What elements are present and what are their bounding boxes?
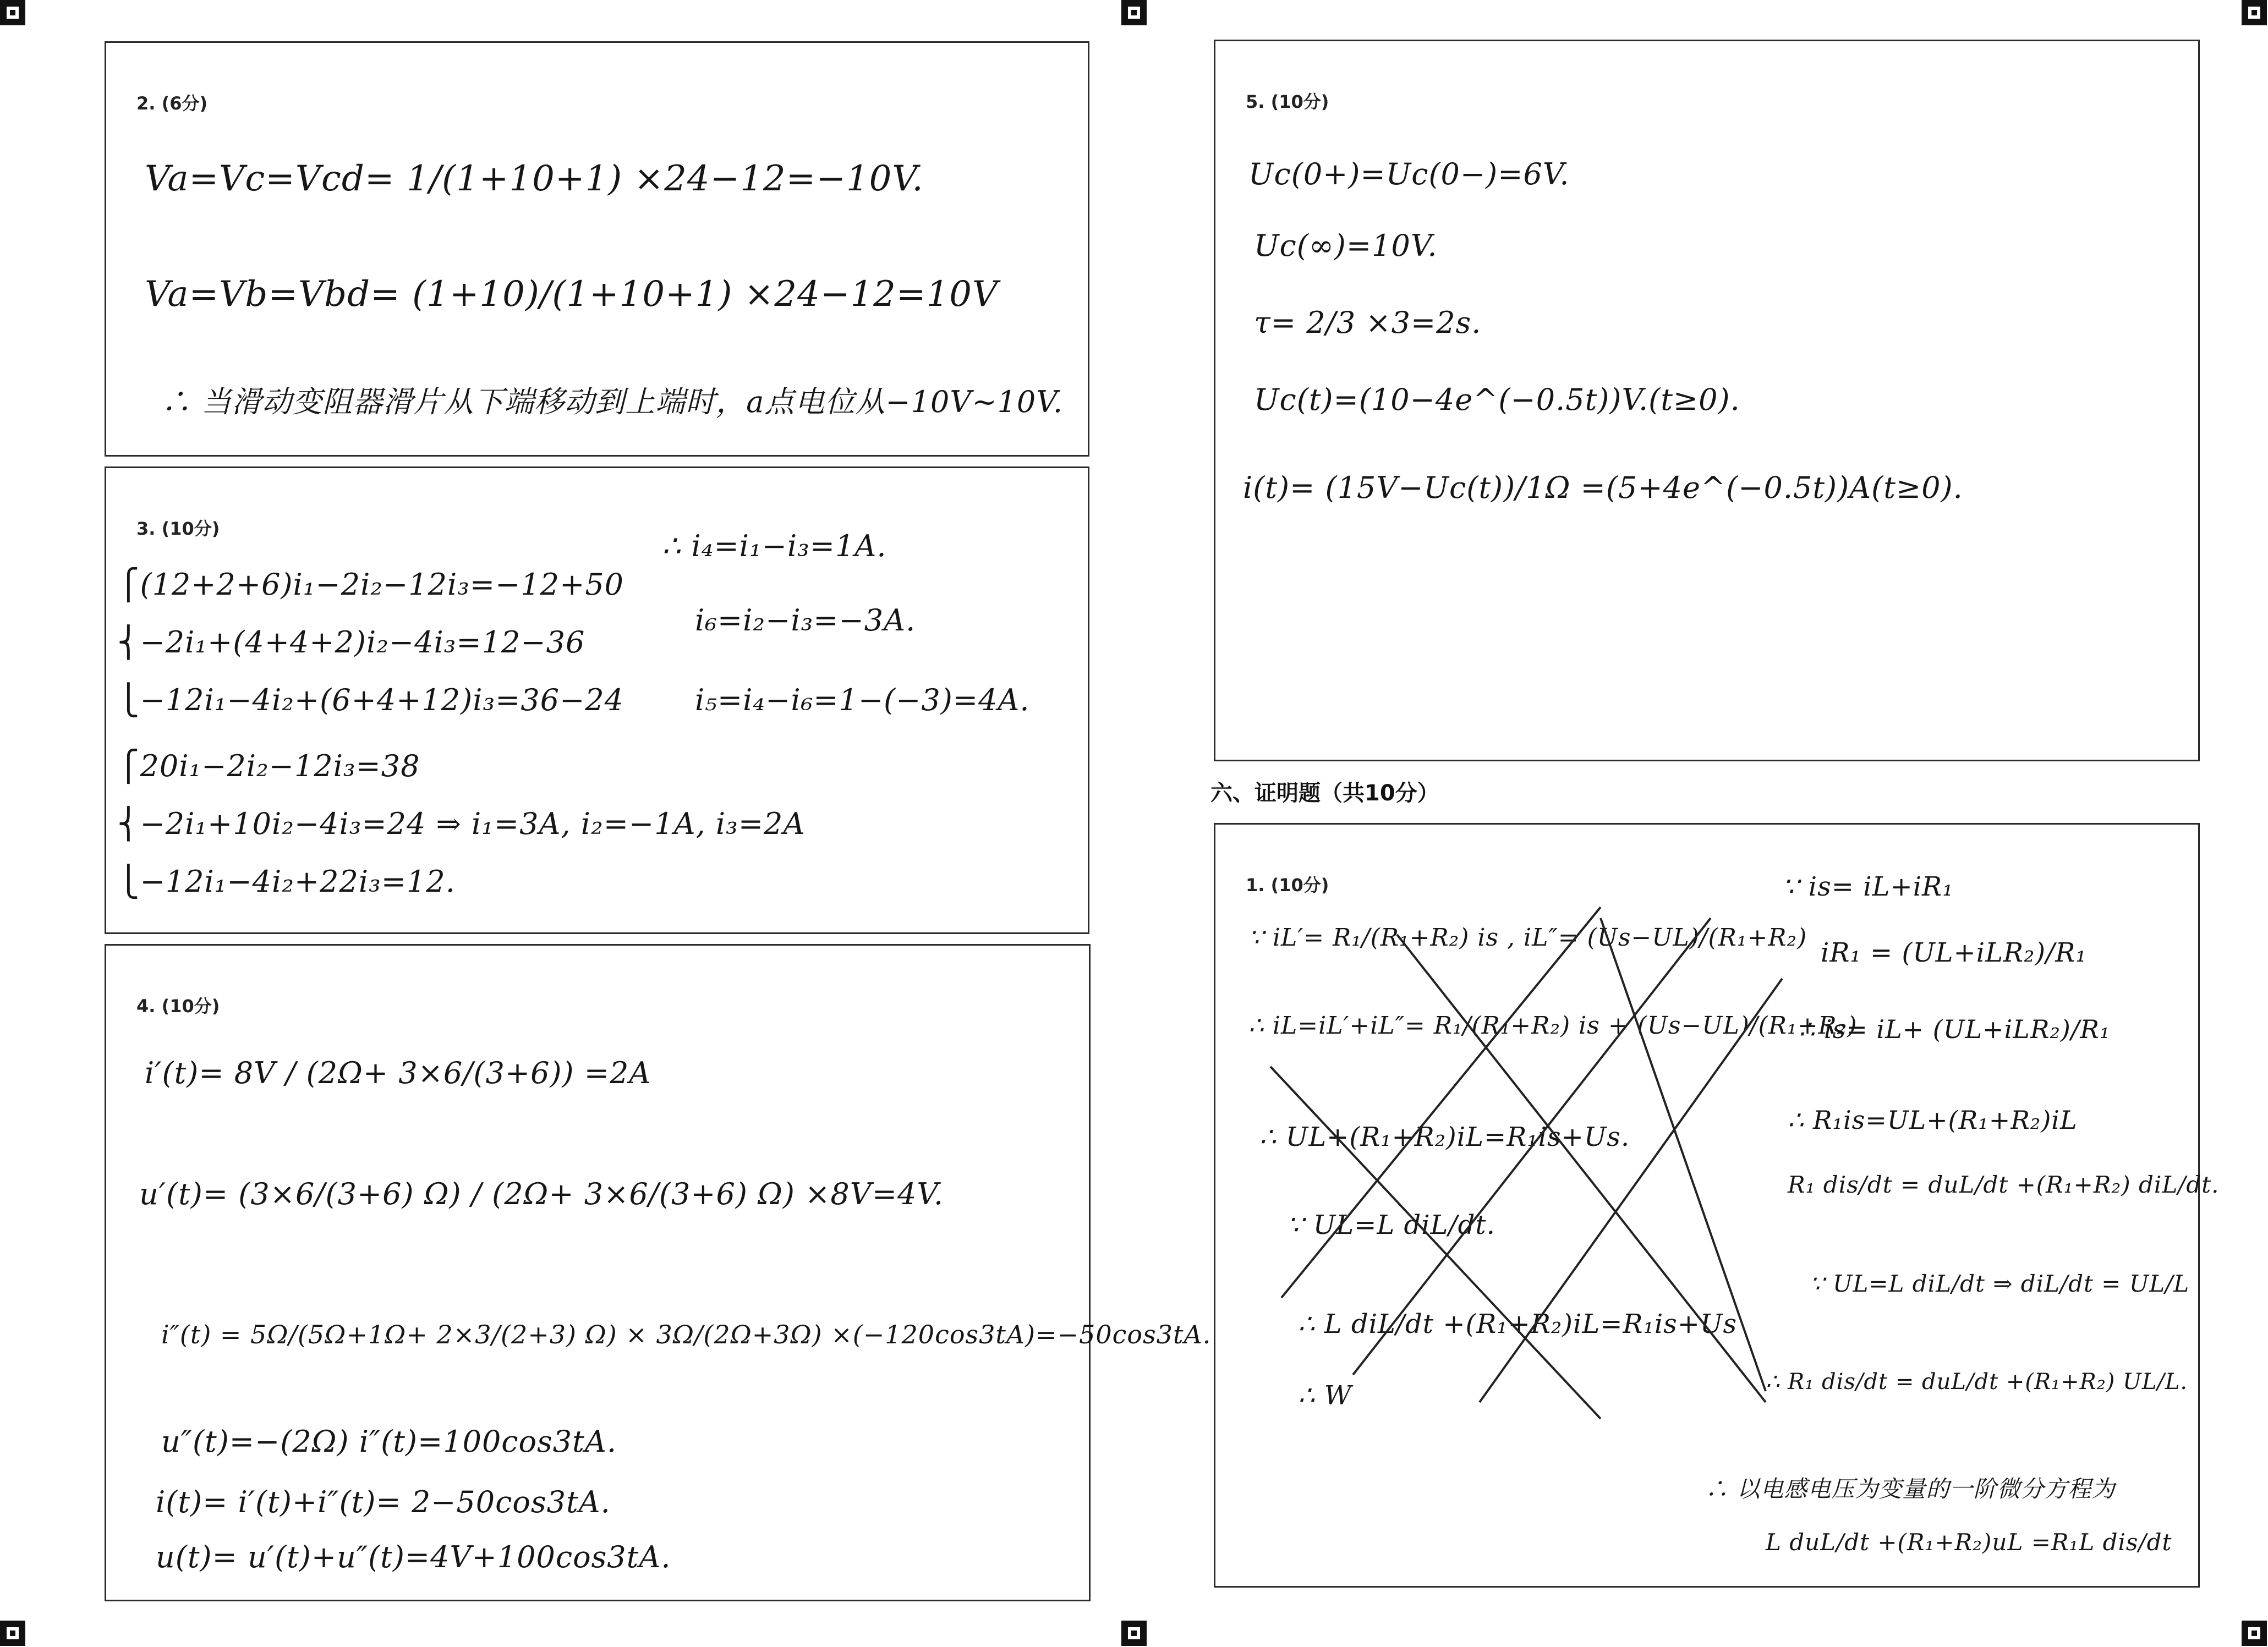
answer-box-proof-1 bbox=[1214, 823, 2220, 1588]
question-label: 4. (10分) bbox=[136, 996, 220, 1017]
answer-box-q5 bbox=[1214, 40, 2200, 761]
handwritten-line: u(t)= u′(t)+u″(t)=4V+100cos3tA. bbox=[156, 1540, 671, 1574]
handwritten-line: ⎧20i₁−2i₂−12i₃=38 bbox=[117, 749, 420, 783]
handwritten-line: i′(t)= 8V / (2Ω+ 3×6/(3+6)) =2A bbox=[145, 1056, 651, 1090]
handwritten-line: Uc(0+)=Uc(0−)=6V. bbox=[1248, 157, 1570, 191]
handwritten-line: ∴ R₁ dis/dt = duL/dt +(R₁+R₂) UL/L. bbox=[1766, 1369, 2188, 1395]
question-label: 5. (10分) bbox=[1246, 91, 1329, 112]
handwritten-line: ⎩−12i₁−4i₂+22i₃=12. bbox=[117, 864, 456, 899]
handwritten-line: Uc(∞)=10V. bbox=[1254, 228, 1438, 263]
question-label: 3. (10分) bbox=[136, 518, 220, 539]
handwritten-line: Va=Vb=Vbd= (1+10)/(1+10+1) ×24−12=10V bbox=[145, 274, 999, 315]
answer-box-q3 bbox=[105, 466, 1089, 934]
handwritten-line: ⎨−2i₁+10i₂−4i₃=24 ⇒ i₁=3A, i₂=−1A, i₃=2A bbox=[117, 806, 806, 841]
question-label: 1. (10分) bbox=[1246, 875, 1329, 896]
handwritten-line: ∴ is= iL+ (UL+iLR₂)/R₁ bbox=[1799, 1014, 2111, 1044]
handwritten-side-line: i₅=i₄−i₆=1−(−3)=4A. bbox=[695, 683, 1030, 717]
registration-marker-bottom-center bbox=[1121, 1621, 1147, 1646]
handwritten-line: ∵ UL=L diL/dt ⇒ diL/dt = UL/L bbox=[1810, 1270, 2190, 1297]
handwritten-line: ⎨−2i₁+(4+4+2)i₂−4i₃=12−36 bbox=[117, 625, 585, 660]
handwritten-line: ∴ R₁is=UL+(R₁+R₂)iL bbox=[1788, 1105, 2078, 1135]
handwritten-line: ∴ 以电感电压为变量的一阶微分方程为 bbox=[1705, 1475, 2116, 1502]
handwritten-line: ∵ is= iL+iR₁ bbox=[1782, 871, 1954, 902]
handwritten-line: L duL/dt +(R₁+R₂)uL =R₁L dis/dt bbox=[1766, 1529, 2172, 1556]
registration-marker-top-right bbox=[2242, 0, 2267, 25]
handwritten-line: Va=Vc=Vcd= 1/(1+10+1) ×24−12=−10V. bbox=[145, 158, 924, 199]
registration-marker-top-left bbox=[0, 0, 25, 25]
crossed-out-line: ∴ W bbox=[1298, 1380, 1352, 1411]
section-title: 六、证明题（共10分） bbox=[1210, 781, 1439, 806]
handwritten-line: iR₁ = (UL+iLR₂)/R₁ bbox=[1821, 937, 2087, 968]
handwritten-line: ∴ 当滑动变阻器滑片从下端移动到上端时，a点电位从−10V~10V. bbox=[161, 385, 1063, 419]
registration-marker-top-center bbox=[1121, 0, 1147, 25]
handwritten-side-line: ∴ i₄=i₁−i₃=1A. bbox=[662, 529, 887, 563]
handwritten-line: i(t)= i′(t)+i″(t)= 2−50cos3tA. bbox=[156, 1485, 611, 1519]
handwritten-side-line: i₆=i₂−i₃=−3A. bbox=[695, 603, 916, 638]
crossed-out-line: ∵ UL=L diL/dt. bbox=[1287, 1210, 1495, 1240]
registration-marker-bottom-right bbox=[2242, 1621, 2267, 1646]
handwritten-line: ⎧(12+2+6)i₁−2i₂−12i₃=−12+50 bbox=[117, 567, 624, 602]
handwritten-line: i″(t) = 5Ω/(5Ω+1Ω+ 2×3/(2+3) Ω) × 3Ω/(2Ω+3Ω) ×(−120cos3tA)=−50cos3tA. bbox=[161, 1320, 1212, 1349]
handwritten-line: Uc(t)=(10−4e^(−0.5t))V.(t≥0). bbox=[1254, 382, 1740, 417]
question-label: 2. (6分) bbox=[136, 93, 208, 114]
handwritten-line: R₁ dis/dt = duL/dt +(R₁+R₂) diL/dt. bbox=[1788, 1171, 2220, 1198]
handwritten-line: τ= 2/3 ×3=2s. bbox=[1254, 305, 1482, 340]
crossed-out-line: ∴ UL+(R₁+R₂)iL=R₁is+Us. bbox=[1259, 1122, 1630, 1152]
crossed-out-line: ∴ L diL/dt +(R₁+R₂)iL=R₁is+Us bbox=[1298, 1309, 1738, 1339]
answer-box-q4 bbox=[105, 944, 1212, 1601]
crossed-out-line: ∵ iL′= R₁/(R₁+R₂) is , iL″= (Us−UL)/(R₁+R₂) bbox=[1248, 924, 1807, 952]
registration-marker-bottom-left bbox=[0, 1621, 25, 1646]
handwritten-line: ⎩−12i₁−4i₂+(6+4+12)i₃=36−24 bbox=[117, 683, 624, 717]
answer-box-q2 bbox=[105, 41, 1089, 457]
crossed-out-line: ∴ iL=iL′+iL″= R₁/(R₁+R₂) is + (Us−UL)/(R₁+R₂) bbox=[1248, 1012, 1858, 1040]
handwritten-line: u′(t)= (3×6/(3+6) Ω) / (2Ω+ 3×6/(3+6) Ω) ×8V=4V. bbox=[139, 1177, 944, 1211]
handwritten-line: i(t)= (15V−Uc(t))/1Ω =(5+4e^(−0.5t))A(t≥0). bbox=[1243, 470, 1963, 505]
handwritten-line: u″(t)=−(2Ω) i″(t)=100cos3tA. bbox=[161, 1424, 617, 1459]
